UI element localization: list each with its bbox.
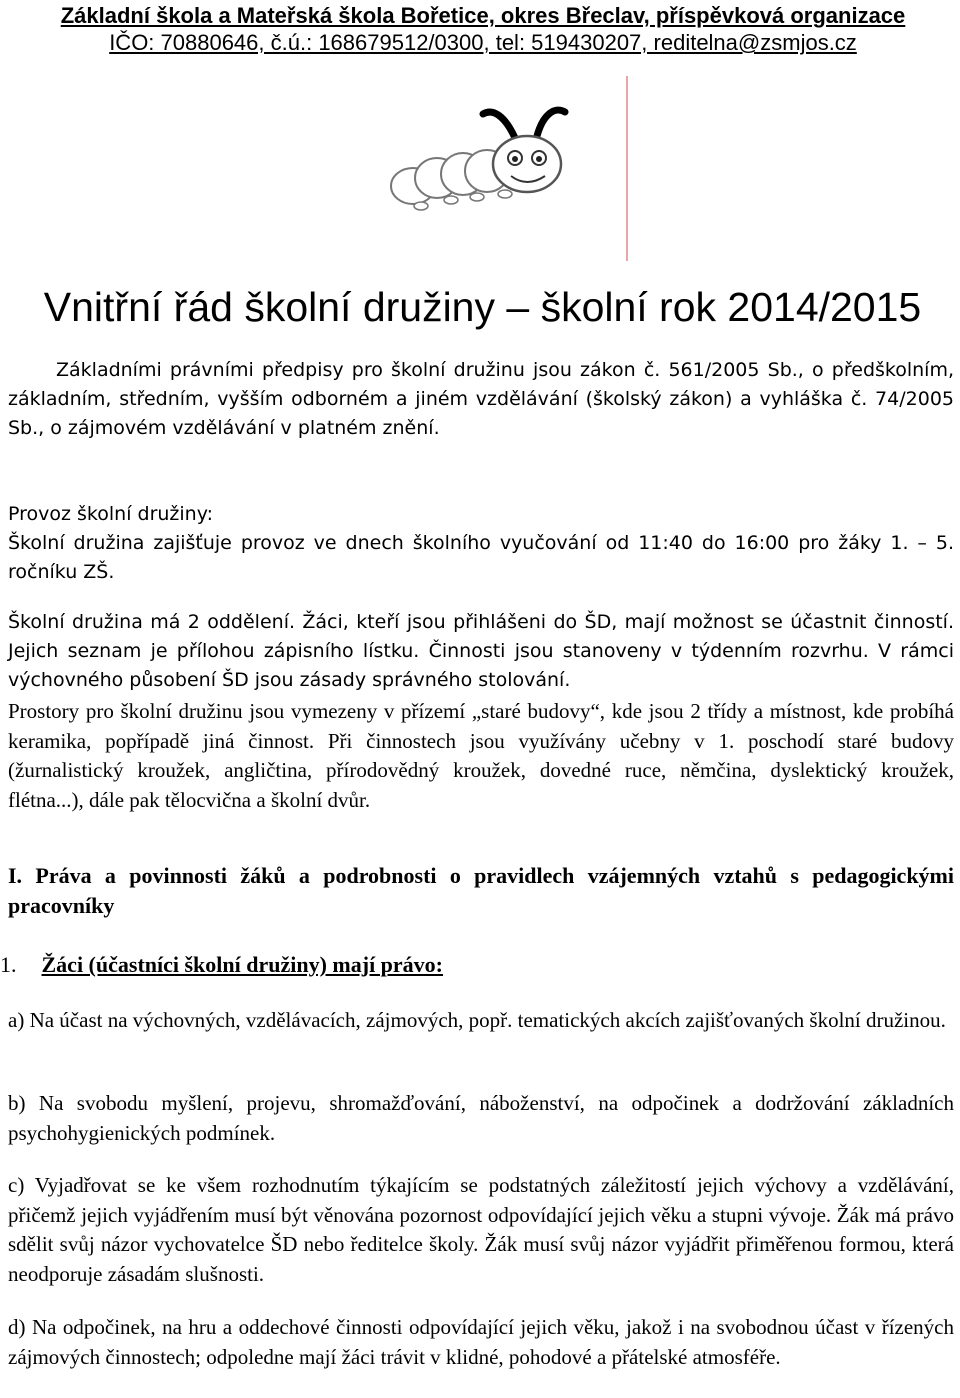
intro-paragraph: Základními právními předpisy pro školní družinu jsou zákon č. 561/2005 Sb., o předškolním, základním, středním, vyšším odborném a jiném vzdělávání (školský zákon) a vyhláška č. 74/2005 Sb., o zájmovém vzdělávání v platném znění. <box>8 359 954 439</box>
rights-number: 1. <box>0 952 17 977</box>
document-title: Vnitřní řád školní družiny – školní rok 2014/2015 <box>43 284 922 330</box>
right-b: b) Na svobodu myšlení, projevu, shromažďování, náboženství, na odpočinek a dodržování základních psychohygienických podmínek. <box>8 1091 954 1145</box>
prostory-paragraph: Prostory pro školní družinu jsou vymezeny v přízemí „staré budovy“, kde jsou 2 třídy a místnost, kde probíhá keramika, popřípadě jiná činnost. Při činnostech jsou využívány učebny v 1. poschodí staré budovy (žurnalistický kroužek, angličtina, přírodovědný kroužek, dovedné ruce, němčina, dyslektický kroužek, flétna...), dále pak tělocvična a školní dvůr. <box>8 699 954 812</box>
section-heading: I. Práva a povinnosti žáků a podrobnosti o pravidlech vzájemných vztahů s pedagogickými pracovníky <box>8 863 954 918</box>
right-d: d) Na odpočinek, na hru a oddechové činnosti odpovídající jejich věku, jakož i na svobodnou účast v řízených zájmových činnostech; odpoledne mají žáci trávit v klidné, pohodové a přátelské atmosféře. <box>8 1315 954 1369</box>
rights-title: Žáci (účastníci školní družiny) mají právo: <box>41 952 444 977</box>
provoz-heading: Provoz školní družiny: <box>8 503 213 525</box>
school-name: Základní škola a Mateřská škola Bořetice, okres Břeclav, příspěvková organizace <box>60 3 906 28</box>
document-header <box>8 2 958 56</box>
rights-heading <box>0 950 946 980</box>
right-c: c) Vyjadřovat se ke všem rozhodnutím týkajícím se podstatných záležitostí jejich výchovy a vzdělávání, přičemž jejich vyjádřením musí být věnována pozornost odpovídající jejich věku a stupni vývoje. Žák má právo sdělit svůj názor vychovatelce ŠD nebo ředitelce školy. Žák musí svůj názor vyjádřit přiměřenou formou, která neodporuje zásadám slušnosti. <box>8 1173 954 1286</box>
provoz-hours: Školní družina zajišťuje provoz ve dnech školního vyučování od 11:40 do 16:00 pro žáky 1. – 5. ročníku ZŠ. <box>8 532 954 583</box>
right-a: a) Na účast na výchovných, vzdělávacích, zájmových, popř. tematických akcích zajišťovaných školní družinou. <box>8 1008 946 1032</box>
caterpillar-logo <box>365 76 630 261</box>
oddeleni-paragraph: Školní družina má 2 oddělení. Žáci, kteří jsou přihlášeni do ŠD, mají možnost se účastnit činností. Jejich seznam je přílohou zápisního lístku. Činnosti jsou stanoveny v týdenním rozvrhu. V rámci výchovného působení ŠD jsou zásady správného stolování. <box>8 611 954 691</box>
school-contact: IČO: 70880646, č.ú.: 168679512/0300, tel: 519430207, reditelna@zsmjos.cz <box>109 30 857 55</box>
provoz-section <box>8 500 954 587</box>
